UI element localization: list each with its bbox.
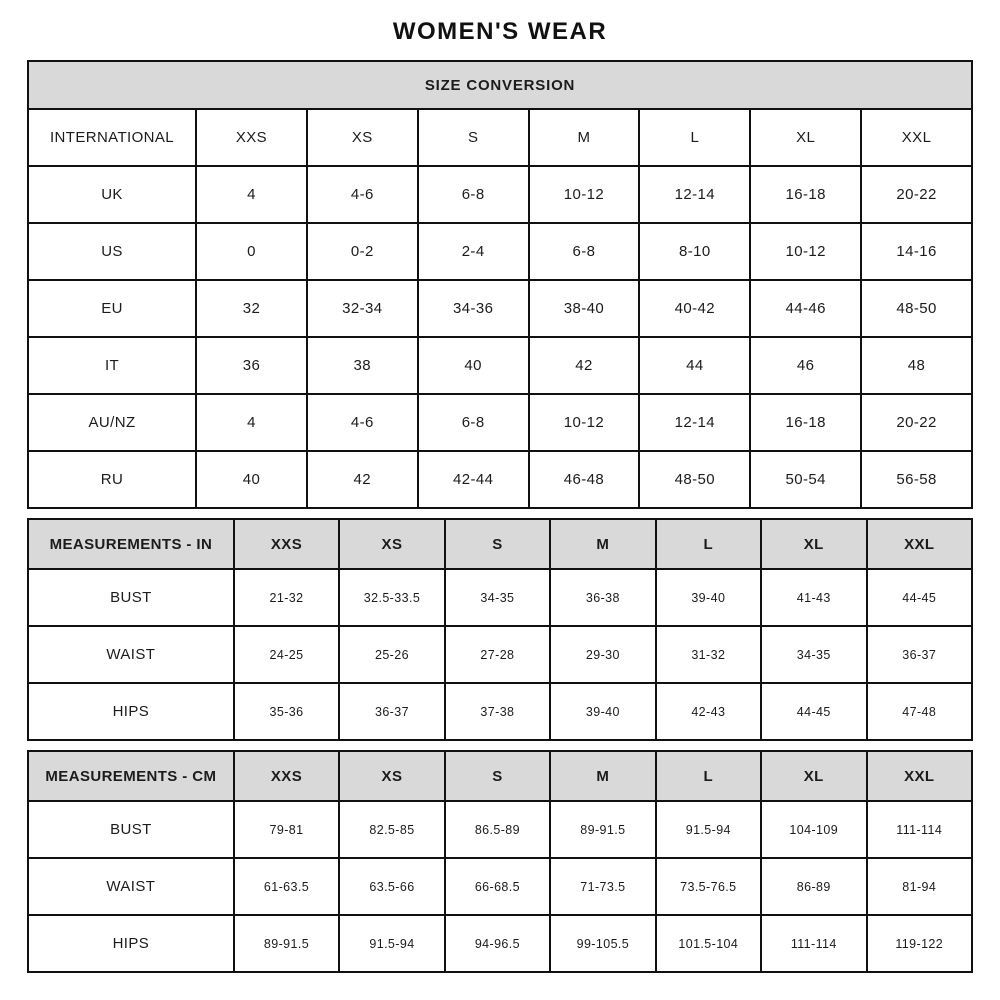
value-cell: 40 bbox=[196, 451, 307, 508]
value-cell: 34-35 bbox=[761, 626, 866, 683]
table-row bbox=[28, 337, 972, 394]
value-cell: 36 bbox=[196, 337, 307, 394]
header-size-cell: S bbox=[418, 109, 529, 166]
value-cell: 82.5-85 bbox=[339, 801, 444, 858]
header-size-cell: XL bbox=[761, 519, 866, 569]
value-cell: 66-68.5 bbox=[445, 858, 550, 915]
value-cell: 44-45 bbox=[867, 569, 973, 626]
header-size-cell: XL bbox=[761, 751, 866, 801]
value-cell: 39-40 bbox=[656, 569, 761, 626]
page-title: WOMEN'S WEAR bbox=[392, 18, 608, 45]
value-cell: 41-43 bbox=[761, 569, 866, 626]
value-cell: 39-40 bbox=[550, 683, 655, 740]
value-cell: 20-22 bbox=[861, 394, 972, 451]
header-size-cell: XXS bbox=[196, 109, 307, 166]
value-cell: 38 bbox=[307, 337, 418, 394]
value-cell: 35-36 bbox=[234, 683, 339, 740]
value-cell: 81-94 bbox=[867, 858, 973, 915]
value-cell: 37-38 bbox=[445, 683, 550, 740]
value-cell: 10-12 bbox=[529, 166, 640, 223]
header-size-cell: L bbox=[656, 519, 761, 569]
value-cell: 4 bbox=[196, 394, 307, 451]
value-cell: 16-18 bbox=[750, 394, 861, 451]
value-cell: 12-14 bbox=[639, 166, 750, 223]
value-cell: 34-35 bbox=[445, 569, 550, 626]
header-size-cell: L bbox=[639, 109, 750, 166]
value-cell: 16-18 bbox=[750, 166, 861, 223]
value-cell: 44-46 bbox=[750, 280, 861, 337]
value-cell: 91.5-94 bbox=[656, 801, 761, 858]
table-row bbox=[28, 451, 972, 508]
value-cell: 32-34 bbox=[307, 280, 418, 337]
header-size-cell: S bbox=[445, 519, 550, 569]
row-label: WAIST bbox=[28, 858, 234, 915]
value-cell: 71-73.5 bbox=[550, 858, 655, 915]
header-size-cell: XL bbox=[750, 109, 861, 166]
value-cell: 44 bbox=[639, 337, 750, 394]
value-cell: 56-58 bbox=[861, 451, 972, 508]
value-cell: 86-89 bbox=[761, 858, 866, 915]
row-label: UK bbox=[28, 166, 196, 223]
header-size-cell: XXL bbox=[861, 109, 972, 166]
size-conversion-table bbox=[27, 60, 973, 509]
table-row bbox=[28, 626, 972, 683]
table-banner: SIZE CONVERSION bbox=[28, 61, 972, 109]
value-cell: 63.5-66 bbox=[339, 858, 444, 915]
table-row bbox=[28, 223, 972, 280]
value-cell: 14-16 bbox=[861, 223, 972, 280]
value-cell: 119-122 bbox=[867, 915, 973, 972]
header-size-cell: XS bbox=[307, 109, 418, 166]
value-cell: 48 bbox=[861, 337, 972, 394]
value-cell: 47-48 bbox=[867, 683, 973, 740]
measurements-cm-table bbox=[27, 750, 973, 973]
value-cell: 61-63.5 bbox=[234, 858, 339, 915]
value-cell: 46-48 bbox=[529, 451, 640, 508]
value-cell: 32 bbox=[196, 280, 307, 337]
row-label: BUST bbox=[28, 801, 234, 858]
value-cell: 32.5-33.5 bbox=[339, 569, 444, 626]
value-cell: 0-2 bbox=[307, 223, 418, 280]
value-cell: 21-32 bbox=[234, 569, 339, 626]
value-cell: 31-32 bbox=[656, 626, 761, 683]
header-size-cell: XS bbox=[339, 751, 444, 801]
table-row bbox=[28, 858, 972, 915]
value-cell: 94-96.5 bbox=[445, 915, 550, 972]
value-cell: 27-28 bbox=[445, 626, 550, 683]
value-cell: 79-81 bbox=[234, 801, 339, 858]
table-row bbox=[28, 166, 972, 223]
table-row bbox=[28, 801, 972, 858]
header-size-cell: M bbox=[529, 109, 640, 166]
row-label: US bbox=[28, 223, 196, 280]
row-label: IT bbox=[28, 337, 196, 394]
table-row bbox=[28, 915, 972, 972]
value-cell: 44-45 bbox=[761, 683, 866, 740]
value-cell: 89-91.5 bbox=[550, 801, 655, 858]
value-cell: 99-105.5 bbox=[550, 915, 655, 972]
row-label: EU bbox=[28, 280, 196, 337]
table-row bbox=[28, 683, 972, 740]
header-size-cell: L bbox=[656, 751, 761, 801]
value-cell: 104-109 bbox=[761, 801, 866, 858]
value-cell: 6-8 bbox=[418, 166, 529, 223]
value-cell: 24-25 bbox=[234, 626, 339, 683]
value-cell: 48-50 bbox=[861, 280, 972, 337]
value-cell: 8-10 bbox=[639, 223, 750, 280]
value-cell: 12-14 bbox=[639, 394, 750, 451]
row-label: HIPS bbox=[28, 915, 234, 972]
value-cell: 111-114 bbox=[761, 915, 866, 972]
value-cell: 38-40 bbox=[529, 280, 640, 337]
value-cell: 4-6 bbox=[307, 166, 418, 223]
value-cell: 101.5-104 bbox=[656, 915, 761, 972]
value-cell: 4 bbox=[196, 166, 307, 223]
value-cell: 50-54 bbox=[750, 451, 861, 508]
value-cell: 36-38 bbox=[550, 569, 655, 626]
value-cell: 48-50 bbox=[639, 451, 750, 508]
row-label: BUST bbox=[28, 569, 234, 626]
value-cell: 40-42 bbox=[639, 280, 750, 337]
value-cell: 2-4 bbox=[418, 223, 529, 280]
value-cell: 6-8 bbox=[418, 394, 529, 451]
row-label: WAIST bbox=[28, 626, 234, 683]
header-size-cell: XXS bbox=[234, 751, 339, 801]
value-cell: 36-37 bbox=[867, 626, 973, 683]
header-size-cell: M bbox=[550, 751, 655, 801]
value-cell: 111-114 bbox=[867, 801, 973, 858]
value-cell: 73.5-76.5 bbox=[656, 858, 761, 915]
value-cell: 91.5-94 bbox=[339, 915, 444, 972]
value-cell: 10-12 bbox=[529, 394, 640, 451]
value-cell: 34-36 bbox=[418, 280, 529, 337]
header-label-cell: MEASUREMENTS - IN bbox=[28, 519, 234, 569]
value-cell: 20-22 bbox=[861, 166, 972, 223]
value-cell: 40 bbox=[418, 337, 529, 394]
size-chart-page bbox=[27, 0, 973, 973]
value-cell: 46 bbox=[750, 337, 861, 394]
value-cell: 10-12 bbox=[750, 223, 861, 280]
row-label: AU/NZ bbox=[28, 394, 196, 451]
value-cell: 4-6 bbox=[307, 394, 418, 451]
header-label-cell: MEASUREMENTS - CM bbox=[28, 751, 234, 801]
table-row bbox=[28, 394, 972, 451]
value-cell: 86.5-89 bbox=[445, 801, 550, 858]
header-size-cell: XS bbox=[339, 519, 444, 569]
header-size-cell: XXL bbox=[867, 751, 973, 801]
value-cell: 25-26 bbox=[339, 626, 444, 683]
measurements-in-table bbox=[27, 518, 973, 741]
header-size-cell: XXL bbox=[867, 519, 973, 569]
header-label-cell: INTERNATIONAL bbox=[28, 109, 196, 166]
row-label: RU bbox=[28, 451, 196, 508]
header-size-cell: XXS bbox=[234, 519, 339, 569]
value-cell: 6-8 bbox=[529, 223, 640, 280]
value-cell: 36-37 bbox=[339, 683, 444, 740]
value-cell: 0 bbox=[196, 223, 307, 280]
value-cell: 42 bbox=[307, 451, 418, 508]
header-size-cell: S bbox=[445, 751, 550, 801]
row-label: HIPS bbox=[28, 683, 234, 740]
table-row bbox=[28, 280, 972, 337]
value-cell: 42 bbox=[529, 337, 640, 394]
header-size-cell: M bbox=[550, 519, 655, 569]
table-row bbox=[28, 569, 972, 626]
value-cell: 89-91.5 bbox=[234, 915, 339, 972]
value-cell: 42-43 bbox=[656, 683, 761, 740]
value-cell: 29-30 bbox=[550, 626, 655, 683]
value-cell: 42-44 bbox=[418, 451, 529, 508]
